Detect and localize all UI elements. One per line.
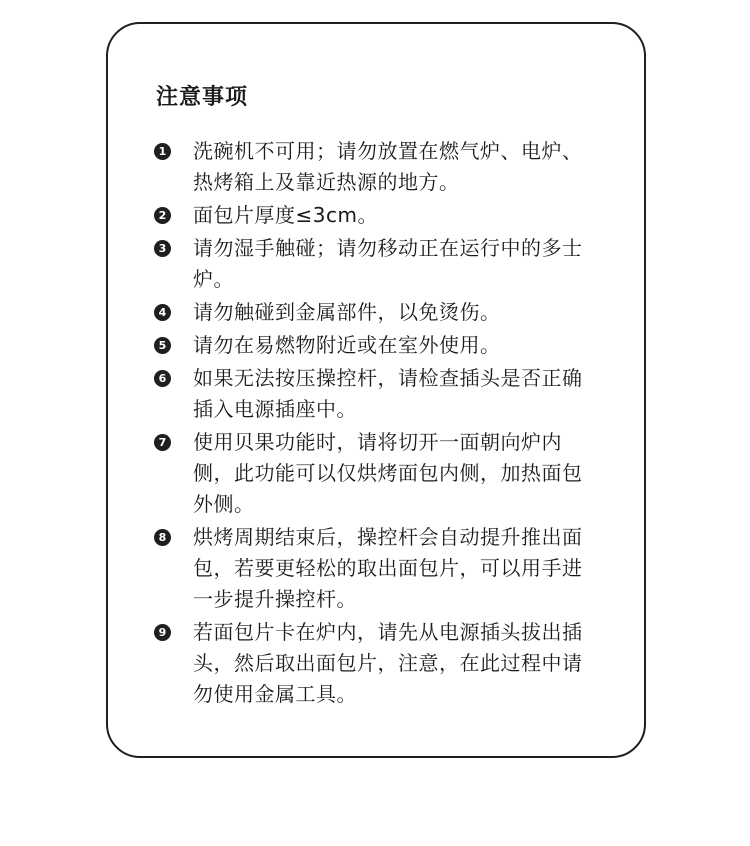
notice-text: 请勿触碰到金属部件，以免烫伤。 bbox=[193, 300, 501, 324]
number-badge: 7 bbox=[154, 434, 171, 451]
notice-item-4 bbox=[154, 297, 594, 328]
number-badge: 2 bbox=[154, 207, 171, 224]
number-badge: 4 bbox=[154, 304, 171, 321]
notice-text: 洗碗机不可用；请勿放置在燃气炉、电炉、热烤箱上及靠近热源的地方。 bbox=[193, 139, 583, 194]
number-badge: 8 bbox=[154, 529, 171, 546]
number-badge: 9 bbox=[154, 624, 171, 641]
notice-text: 请勿在易燃物附近或在室外使用。 bbox=[193, 333, 501, 357]
notice-text: 如果无法按压操控杆，请检查插头是否正确插入电源插座中。 bbox=[193, 366, 583, 421]
notice-text: 面包片厚度≤3cm。 bbox=[193, 203, 378, 227]
notice-list bbox=[154, 136, 594, 712]
notice-text: 烘烤周期结束后，操控杆会自动提升推出面包，若要更轻松的取出面包片，可以用手进一步提升操控杆。 bbox=[193, 525, 583, 611]
notice-item-8 bbox=[154, 522, 594, 615]
notice-item-7 bbox=[154, 427, 594, 520]
notice-item-1 bbox=[154, 136, 594, 198]
notice-title: 注意事项 bbox=[156, 85, 249, 110]
notice-item-5 bbox=[154, 330, 594, 361]
number-badge: 5 bbox=[154, 337, 171, 354]
notice-card bbox=[106, 22, 646, 758]
notice-text: 若面包片卡在炉内，请先从电源插头拔出插头，然后取出面包片，注意，在此过程中请勿使用金属工具。 bbox=[193, 620, 583, 706]
notice-item-2 bbox=[154, 200, 594, 231]
number-badge: 6 bbox=[154, 370, 171, 387]
notice-item-9 bbox=[154, 617, 594, 710]
notice-item-6 bbox=[154, 363, 594, 425]
notice-text: 使用贝果功能时，请将切开一面朝向炉内侧，此功能可以仅烘烤面包内侧，加热面包外侧。 bbox=[193, 430, 583, 516]
notice-item-3 bbox=[154, 233, 594, 295]
number-badge: 3 bbox=[154, 240, 171, 257]
notice-text: 请勿湿手触碰；请勿移动正在运行中的多士炉。 bbox=[193, 236, 583, 291]
number-badge: 1 bbox=[154, 143, 171, 160]
